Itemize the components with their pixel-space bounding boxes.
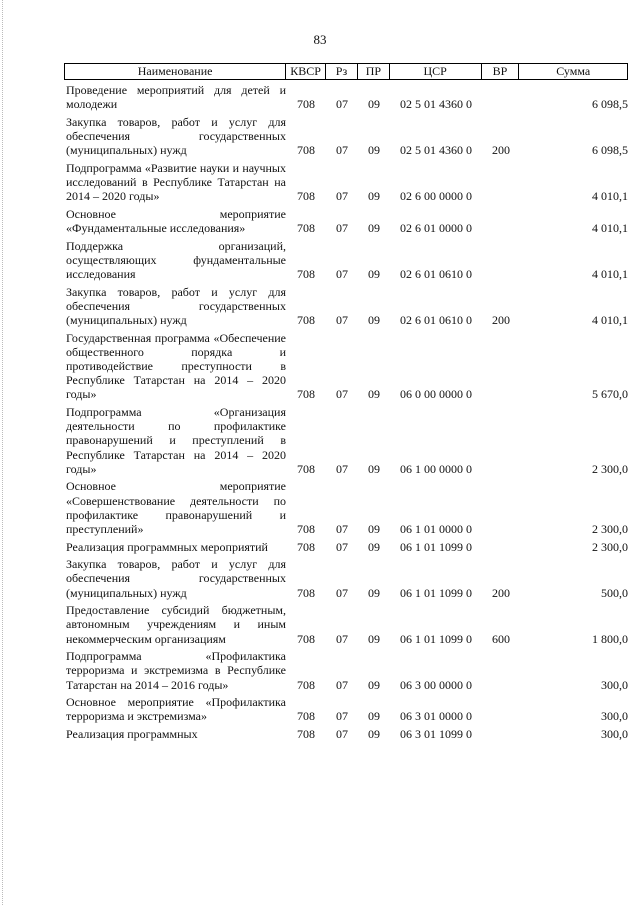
row-csr: 02 6 01 0000 0 (400, 221, 472, 235)
row-csr: 06 1 01 1099 0 (400, 585, 472, 600)
row-name: Подпрограмма «Профилактика терроризма и экстремизма в Республике Татарстан на 2014 – 2016 годы» (66, 649, 286, 692)
table-row (64, 331, 628, 402)
row-rz: 07 (336, 727, 348, 741)
table-row (64, 649, 628, 692)
header-csr: ЦСР (390, 64, 482, 79)
table-row (64, 239, 628, 282)
row-vr (482, 479, 520, 536)
row-kvsr: 708 (297, 97, 315, 112)
row-kvsr: 708 (297, 461, 315, 476)
table-row (64, 207, 628, 235)
row-pr: 09 (368, 221, 380, 235)
row-rz: 07 (336, 709, 348, 724)
row-kvsr: 708 (297, 189, 315, 204)
row-sum: 2 300,0 (592, 461, 628, 476)
row-kvsr: 708 (297, 267, 315, 281)
row-name: Закупка товаров, работ и услуг для обеспечения государственных (муниципальных) нужд (66, 284, 286, 327)
row-sum: 300,0 (601, 677, 628, 692)
row-pr: 09 (368, 267, 380, 281)
header-rz: Рз (326, 64, 358, 79)
row-kvsr: 708 (297, 709, 315, 724)
header-name: Наименование (65, 64, 286, 79)
row-rz: 07 (336, 677, 348, 692)
row-vr (482, 161, 520, 204)
row-pr: 09 (368, 709, 380, 724)
row-vr (482, 727, 520, 741)
row-rz: 07 (336, 221, 348, 235)
row-csr: 06 1 01 0000 0 (400, 522, 472, 537)
table-row (64, 540, 628, 554)
row-csr: 06 1 00 0000 0 (400, 461, 472, 476)
header-pr: ПР (358, 64, 390, 79)
row-vr (482, 207, 520, 235)
row-name: Подпрограмма «Развитие науки и научных исследований в Республике Татарстан на 2014 – 2020 годы» (66, 160, 286, 204)
row-rz: 07 (336, 143, 348, 158)
row-sum: 6 098,5 (592, 143, 628, 158)
row-csr: 06 3 00 0000 0 (400, 677, 472, 692)
row-name: Основное мероприятие «Профилактика терроризма и экстремизма» (66, 695, 286, 724)
row-kvsr: 708 (297, 387, 315, 402)
row-kvsr: 708 (297, 677, 315, 692)
row-pr: 09 (368, 143, 380, 158)
table-row (64, 161, 628, 204)
table-row (64, 285, 628, 328)
row-csr: 06 3 01 0000 0 (400, 709, 472, 724)
row-csr: 06 1 01 1099 0 (400, 539, 472, 554)
row-rz: 07 (336, 313, 348, 327)
row-kvsr: 708 (297, 313, 315, 327)
row-rz: 07 (336, 631, 348, 646)
header-vr: ВР (482, 64, 520, 79)
row-csr: 06 0 00 0000 0 (400, 387, 472, 402)
row-kvsr: 708 (297, 522, 315, 537)
row-csr: 02 6 00 0000 0 (400, 189, 472, 204)
row-pr: 09 (368, 631, 380, 646)
row-sum: 4 010,1 (592, 221, 628, 235)
row-csr: 02 6 01 0610 0 (400, 313, 472, 327)
row-sum: 300,0 (601, 709, 628, 724)
row-pr: 09 (368, 97, 380, 112)
row-vr: 200 (492, 313, 510, 327)
row-rz: 07 (336, 522, 348, 537)
table-row (64, 695, 628, 723)
row-name: Основное мероприятие «Совершенствование деятельности по профилактике правонарушений и преступлений» (66, 479, 286, 537)
row-kvsr: 708 (297, 631, 315, 646)
table-row (64, 603, 628, 646)
table-row (64, 83, 628, 111)
row-csr: 02 5 01 4360 0 (400, 143, 472, 158)
row-pr: 09 (368, 461, 380, 476)
row-vr (482, 239, 520, 282)
row-rz: 07 (336, 267, 348, 281)
row-rz: 07 (336, 461, 348, 476)
row-kvsr: 708 (297, 727, 315, 741)
row-vr (482, 540, 520, 554)
row-name: Закупка товаров, работ и услуг для обеспечения государственных (муниципальных) нужд (66, 557, 286, 600)
row-vr (482, 649, 520, 692)
row-vr (482, 83, 520, 111)
page-number: 83 (313, 32, 327, 47)
row-sum: 500,0 (601, 585, 628, 600)
row-vr (482, 695, 520, 723)
row-pr: 09 (368, 189, 380, 204)
table-row (64, 557, 628, 600)
row-csr: 02 6 01 0610 0 (400, 267, 472, 281)
row-name: Поддержка организаций, осуществляющих фундаментальные исследования (66, 238, 286, 281)
row-rz: 07 (336, 585, 348, 600)
row-pr: 09 (368, 313, 380, 327)
row-pr: 09 (368, 677, 380, 692)
row-vr: 200 (492, 585, 510, 600)
table-row (64, 479, 628, 536)
table-header (64, 63, 628, 80)
row-sum: 6 098,5 (592, 97, 628, 112)
table-body (64, 83, 628, 741)
row-name: Основное мероприятие «Фундаментальные исследования» (66, 206, 286, 235)
table-row (64, 727, 628, 741)
row-rz: 07 (336, 189, 348, 204)
row-rz: 07 (336, 97, 348, 112)
row-name: Подпрограмма «Организация деятельности по профилактике правонарушений и преступлений в Республике Татарстан на 2014 – 2020 годы» (66, 405, 286, 476)
row-pr: 09 (368, 387, 380, 402)
row-sum: 5 670,0 (592, 387, 628, 402)
row-name: Реализация программных (66, 727, 198, 741)
row-pr: 09 (368, 522, 380, 537)
row-vr (482, 405, 520, 476)
row-sum: 2 300,0 (592, 539, 628, 554)
row-csr: 02 5 01 4360 0 (400, 97, 472, 112)
row-sum: 300,0 (601, 727, 628, 741)
row-pr: 09 (368, 585, 380, 600)
row-sum: 1 800,0 (592, 631, 628, 646)
row-kvsr: 708 (297, 221, 315, 235)
row-kvsr: 708 (297, 143, 315, 158)
row-csr: 06 3 01 1099 0 (400, 727, 472, 741)
row-name: Реализация программных мероприятий (66, 539, 268, 554)
table-row (64, 405, 628, 476)
row-vr: 600 (492, 631, 510, 646)
row-sum: 4 010,1 (592, 189, 628, 204)
row-vr (482, 331, 520, 402)
page-edge-dotted-line (2, 0, 5, 905)
row-pr: 09 (368, 539, 380, 554)
row-name: Проведение мероприятий для детей и молодежи (66, 83, 286, 112)
header-kvsr: КВСР (286, 64, 326, 79)
row-pr: 09 (368, 727, 380, 741)
row-kvsr: 708 (297, 585, 315, 600)
row-kvsr: 708 (297, 539, 315, 554)
table-row (64, 115, 628, 158)
row-rz: 07 (336, 539, 348, 554)
row-sum: 4 010,1 (592, 313, 628, 327)
row-rz: 07 (336, 387, 348, 402)
row-name: Предоставление субсидий бюджетным, автономным учреждениям и иным некоммерческим организациям (66, 603, 286, 646)
row-name: Закупка товаров, работ и услуг для обеспечения государственных (муниципальных) нужд (66, 114, 286, 158)
header-sum: Сумма (556, 64, 591, 78)
row-sum: 2 300,0 (592, 522, 628, 537)
row-csr: 06 1 01 1099 0 (400, 631, 472, 646)
row-sum: 4 010,1 (592, 267, 628, 281)
row-name: Государственная программа «Обеспечение общественного порядка и противодействие преступности в Республике Татарстан на 2014 – 2020 годы» (66, 330, 286, 402)
row-vr: 200 (492, 143, 510, 158)
